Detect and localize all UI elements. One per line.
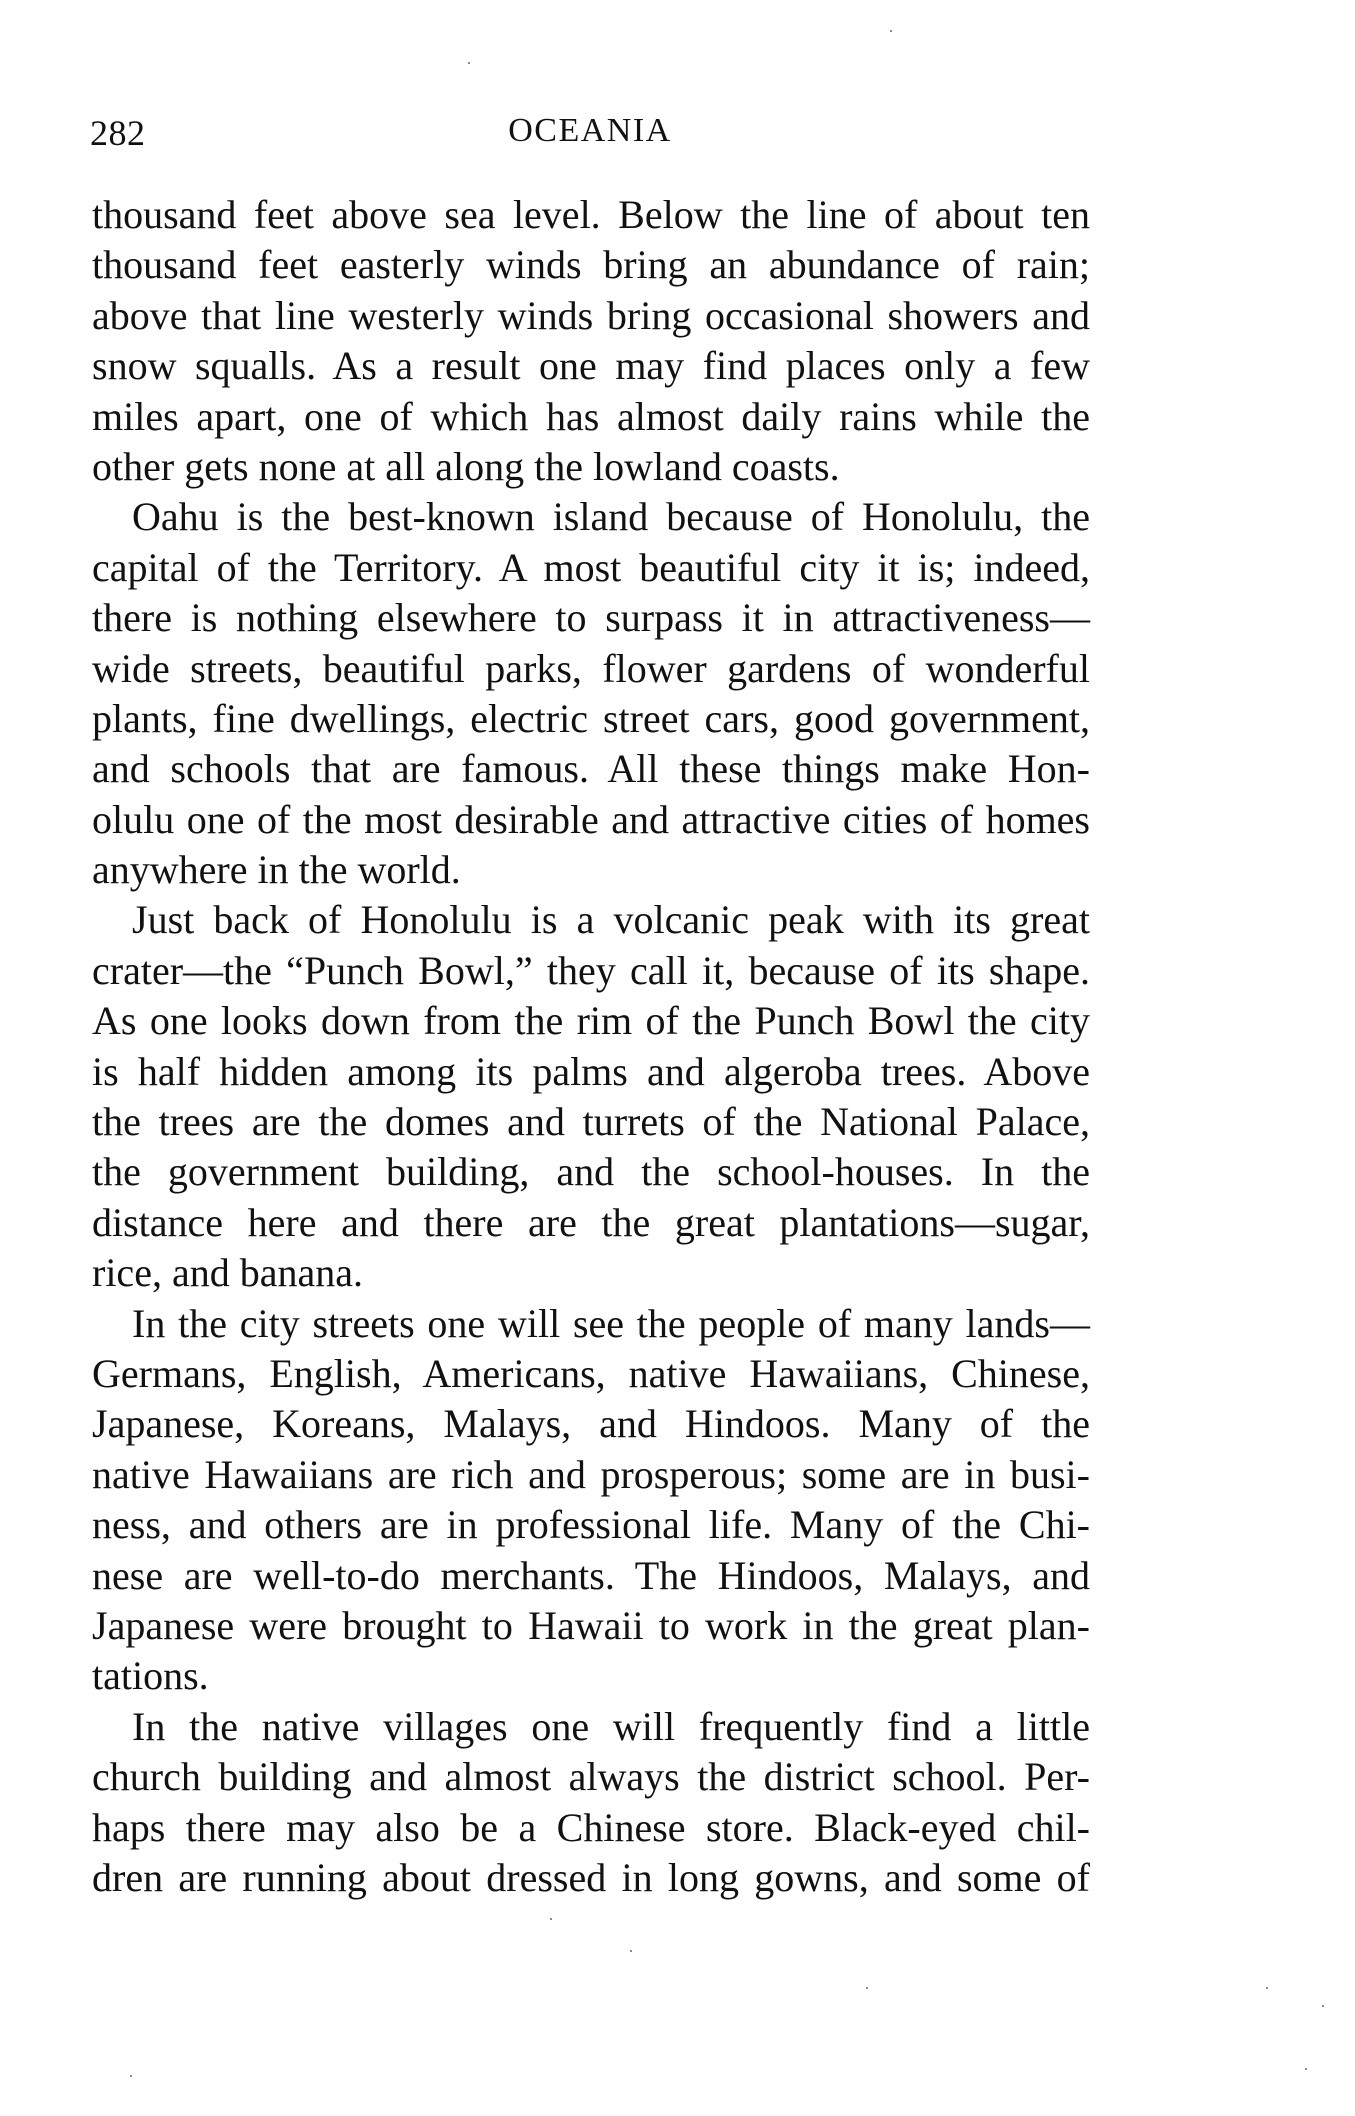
text-line: there is nothing elsewhere to surpass it in attractiveness— xyxy=(92,595,1090,641)
text-line: rice, and banana. xyxy=(92,1250,363,1296)
text-line: haps there may also be a Chinese store. Black-eyed chil- xyxy=(92,1804,1090,1850)
text-line: crater—the “Punch Bowl,” they call it, because of its shape. xyxy=(92,947,1090,993)
text-line: distance here and there are the great plantations—sugar, xyxy=(92,1199,1090,1245)
scan-speck xyxy=(1266,1987,1268,1989)
paragraph xyxy=(92,1299,1090,1702)
text-line: other gets none at all along the lowland coasts. xyxy=(92,443,840,489)
text-line: is half hidden among its palms and algeroba trees. Above xyxy=(92,1048,1090,1094)
text-line: Japanese, Koreans, Malays, and Hindoos. Many of the xyxy=(92,1401,1090,1447)
text-line: native Hawaiians are rich and prosperous; some are in busi- xyxy=(92,1451,1090,1497)
text-line: tations. xyxy=(92,1653,209,1699)
text-line: and schools that are famous. All these things make Hon- xyxy=(92,746,1090,792)
text-line: wide streets, beautiful parks, flower gardens of wonderful xyxy=(92,645,1090,691)
text-line: the government building, and the school-houses. In the xyxy=(92,1149,1090,1195)
scan-speck xyxy=(890,30,892,32)
text-line: miles apart, one of which has almost daily rains while the xyxy=(92,393,1090,439)
text-line: the trees are the domes and turrets of the National Palace, xyxy=(92,1099,1090,1145)
text-line: plants, fine dwellings, electric street cars, good government, xyxy=(92,695,1090,741)
scan-speck xyxy=(468,62,470,64)
text-line: snow squalls. As a result one may find places only a few xyxy=(92,343,1090,389)
text-line: church building and almost always the district school. Per- xyxy=(92,1754,1090,1800)
text-line: Germans, English, Americans, native Hawaiians, Chinese, xyxy=(92,1350,1090,1396)
paragraph xyxy=(92,492,1090,895)
paragraph xyxy=(92,1702,1090,1904)
text-line: thousand feet easterly winds bring an abundance of rain; xyxy=(92,242,1090,288)
scan-speck xyxy=(866,1987,868,1989)
scan-speck xyxy=(1322,2005,1324,2007)
scan-speck xyxy=(1305,2068,1307,2070)
text-line: capital of the Territory. A most beautiful city it is; indeed, xyxy=(92,544,1090,590)
paragraph xyxy=(92,895,1090,1298)
text-line: Oahu is the best-known island because of Honolulu, the xyxy=(132,494,1090,540)
text-line: thousand feet above sea level. Below the line of about ten xyxy=(92,192,1090,237)
body-text xyxy=(92,190,1090,1903)
text-line: above that line westerly winds bring occasional showers and xyxy=(92,292,1090,338)
text-line: nese are well-to-do merchants. The Hindoos, Malays, and xyxy=(92,1552,1090,1598)
text-line: dren are running about dressed in long gowns, and some of xyxy=(92,1854,1090,1900)
running-title: OCEANIA xyxy=(508,112,672,149)
text-line: As one looks down from the rim of the Punch Bowl the city xyxy=(92,998,1090,1044)
paragraph xyxy=(92,190,1090,492)
text-line: In the city streets one will see the people of many lands— xyxy=(132,1300,1090,1346)
text-line: Just back of Honolulu is a volcanic peak with its great xyxy=(132,897,1090,943)
page-number: 282 xyxy=(90,113,146,153)
text-line: In the native villages one will frequently find a little xyxy=(132,1703,1090,1749)
scan-speck xyxy=(630,1950,632,1952)
scan-speck xyxy=(130,2075,132,2077)
text-line: olulu one of the most desirable and attractive cities of homes xyxy=(92,796,1090,842)
scan-speck xyxy=(550,1918,552,1920)
text-line: ness, and others are in professional life. Many of the Chi- xyxy=(92,1502,1090,1548)
text-line: anywhere in the world. xyxy=(92,847,461,893)
text-line: Japanese were brought to Hawaii to work in the great plan- xyxy=(92,1602,1090,1648)
